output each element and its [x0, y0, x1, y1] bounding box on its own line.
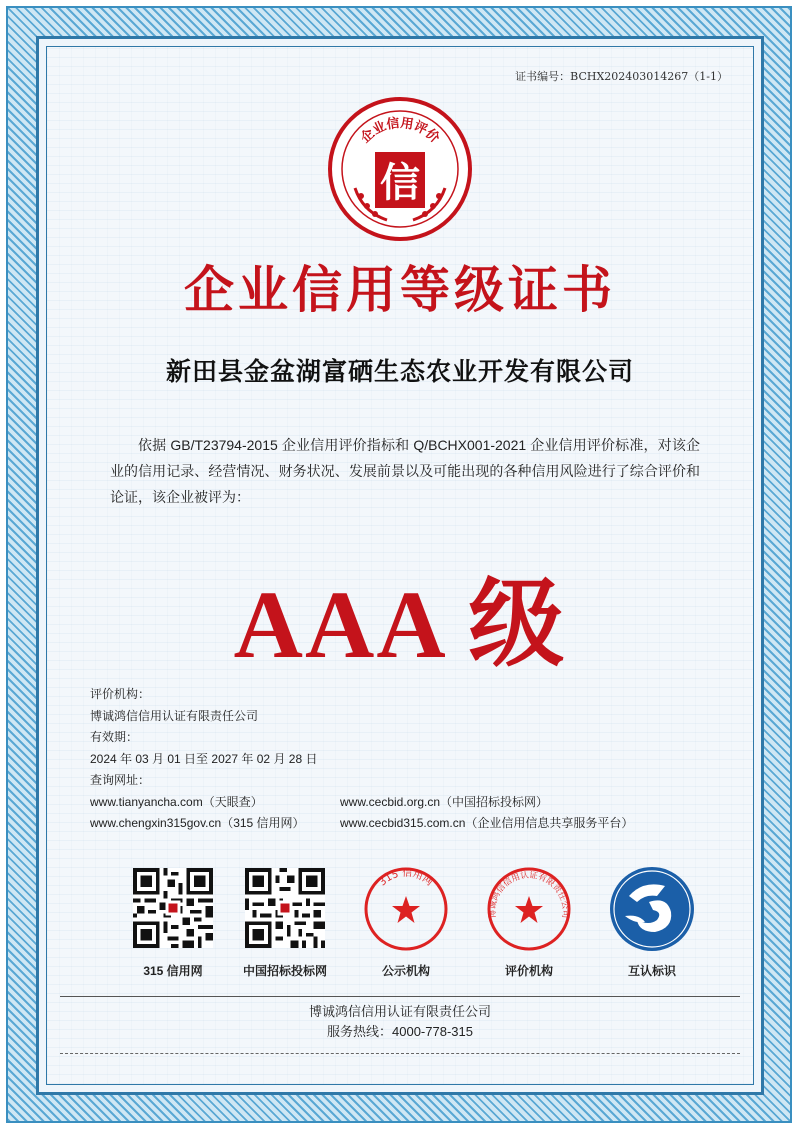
credit-evaluation-emblem-icon	[327, 96, 473, 242]
footer-hotline: 服务热线：4000-778-315	[327, 1024, 473, 1039]
icon-label: 公示机构	[381, 964, 430, 978]
seal-text: 博诚鸿信信用认证有限责任公司	[487, 870, 571, 919]
emblem-text: 企业信用评价	[358, 115, 442, 147]
valid-label: 有效期：	[90, 730, 139, 744]
query-url-cecbid[interactable]: www.cecbid.org.cn（中国招标投标网）	[340, 794, 549, 809]
issuer-info	[90, 684, 730, 835]
credit-grade: AAA 级	[233, 571, 567, 678]
icon-label: 315 信用网	[143, 964, 203, 978]
footer-divider	[60, 996, 740, 997]
url-row-1	[90, 792, 730, 814]
footer-dashed-line	[60, 1053, 740, 1054]
icon-label: 互认标识	[627, 964, 676, 978]
query-url-cecbid315[interactable]: www.cecbid315.com.cn（企业信用信息共享服务平台）	[340, 816, 634, 830]
company-name: 新田县金盆湖富硒生态农业开发有限公司	[165, 357, 634, 386]
certificate-title: 企业信用等级证书	[184, 260, 616, 319]
seal-text: 315 信用网	[377, 867, 435, 889]
verification-icons	[0, 862, 800, 982]
evaluation-statement: 依据 GB/T23794-2015 企业信用评价指标和 Q/BCHX001-2021 企业信用评价标准，对该企业的信用记录、经营情况、财务状况、发展前景以及可能出现的各种信用风险进行了综合评价和论证，该企业被评为：	[110, 437, 700, 505]
query-url-tianyancha[interactable]: www.tianyancha.com（天眼查）	[90, 794, 263, 809]
valid-value: 2024 年 03 月 01 日至 2027 年 02 月 28 日	[90, 751, 318, 766]
qr-code-icon	[245, 868, 325, 948]
query-url-chengxin315[interactable]: www.chengxin315gov.cn（315 信用网）	[90, 816, 305, 830]
org-value: 博诚鸿信信用认证有限责任公司	[90, 708, 259, 723]
seal-icon	[363, 866, 449, 952]
qr-code-icon	[133, 868, 213, 948]
icon-label: 中国招标投标网	[242, 964, 327, 978]
seal-icon	[486, 866, 572, 952]
footer-org: 博诚鸿信信用认证有限责任公司	[308, 1004, 491, 1019]
org-label: 评价机构：	[90, 687, 151, 701]
certificate-number: 证书编号：BCHX202403014267（1-1）	[515, 70, 728, 83]
emblem-char: 信	[380, 159, 420, 206]
url-row-2	[90, 813, 730, 835]
svg-text:315 信用网	[377, 866, 435, 888]
icon-label: 评价机构	[504, 964, 553, 978]
mutual-recognition-logo-icon	[609, 866, 695, 952]
url-label: 查询网址：	[90, 773, 151, 787]
